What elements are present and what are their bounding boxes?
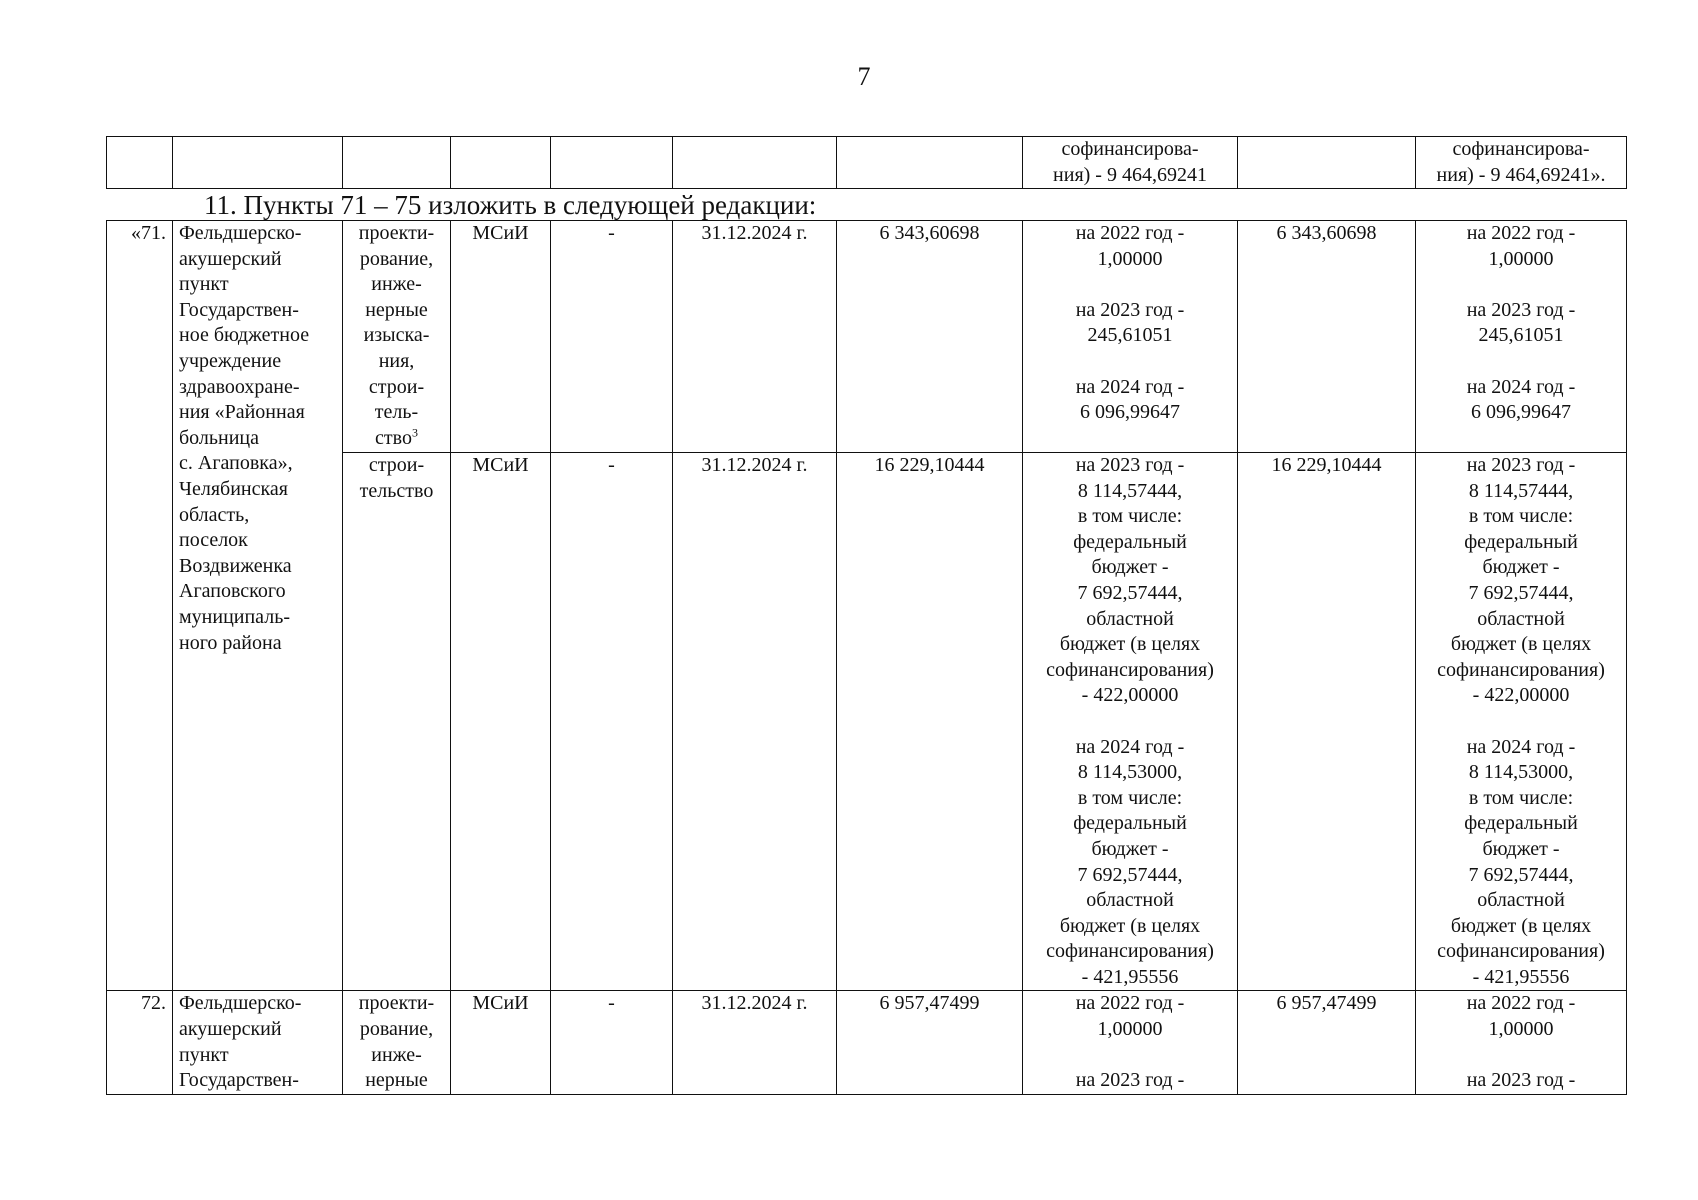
cell-line: 6 096,99647 <box>1471 401 1571 424</box>
cell-line: ное бюджетное <box>179 324 310 347</box>
cell-line: 8 114,57444, <box>1468 479 1574 502</box>
page-number: 7 <box>857 62 871 91</box>
cell-line: область, <box>179 503 250 526</box>
cell-line <box>1422 1043 1620 1069</box>
table-row <box>107 221 1627 453</box>
cell-line: рование, <box>359 1018 434 1041</box>
cell-line: софинансирования) <box>1437 658 1605 681</box>
cell <box>173 137 343 189</box>
customer: МСиИ <box>451 221 551 453</box>
instruction-text: 11. Пункты 71 – 75 изложить в следующей редакции: <box>204 190 817 220</box>
continuation-table <box>106 136 1627 189</box>
dash-cell: - <box>551 221 673 453</box>
cost: 16 229,10444 <box>837 453 1023 991</box>
cell <box>673 137 837 189</box>
cell-line: ство$^3$ <box>375 425 418 449</box>
cell-line: софинансирования) <box>1046 658 1214 681</box>
cell-line: ния, <box>378 349 415 372</box>
cell-line: нерные <box>365 1069 428 1092</box>
cell-line: бюджет - <box>1482 837 1560 860</box>
customer: МСиИ <box>451 991 551 1094</box>
footnote-mark: 3 <box>411 425 418 440</box>
cell-line: - 421,95556 <box>1472 965 1570 988</box>
cell-line: рование, <box>359 247 434 270</box>
cell-line <box>1422 709 1620 735</box>
funding-by-year <box>1023 991 1238 1094</box>
work-type <box>343 991 451 1094</box>
cell-line: 7 692,57444, <box>1077 863 1183 886</box>
cost-total: 6 957,47499 <box>1238 991 1416 1094</box>
cell-line: бюджет (в целях <box>1450 914 1592 937</box>
cell-line: ния) - 9 464,69241 <box>1053 163 1207 186</box>
cell-line: бюджет (в целях <box>1450 633 1592 656</box>
cell-line: 245,61051 <box>1087 324 1173 347</box>
row-number: «71. <box>107 221 173 991</box>
cell-line: на 2023 год - <box>1466 1069 1576 1092</box>
cell-line: областной <box>1477 889 1565 912</box>
cell-line: на 2023 год - <box>1075 1069 1185 1092</box>
cell-line: областной <box>1086 607 1174 630</box>
cell-line: софинансирования) <box>1437 940 1605 963</box>
cell-line: в том числе: <box>1468 786 1574 809</box>
cell-line: нерные <box>365 298 428 321</box>
cell-line: изыска- <box>363 324 430 347</box>
cell-line: тельство <box>359 479 434 502</box>
funding-by-year-total <box>1416 991 1627 1094</box>
cell-line: Агаповского <box>179 580 286 603</box>
deadline: 31.12.2024 г. <box>673 221 837 453</box>
cell-line: на 2024 год - <box>1075 735 1185 758</box>
objects-table <box>106 220 1627 1095</box>
cell <box>1238 137 1416 189</box>
cell <box>343 137 451 189</box>
work-type <box>343 453 451 991</box>
cell-line: на 2024 год - <box>1075 375 1185 398</box>
cell-line <box>1029 709 1231 735</box>
cost: 6 957,47499 <box>837 991 1023 1094</box>
dash-cell: - <box>551 991 673 1094</box>
cell-line: в том числе: <box>1077 786 1183 809</box>
cell-line: ния «Районная <box>179 401 305 424</box>
row-number: 72. <box>107 991 173 1094</box>
cell-line: на 2024 год - <box>1466 735 1576 758</box>
cell-line: софинансирова- <box>1452 138 1590 160</box>
cell <box>551 137 673 189</box>
cell-line <box>1422 272 1620 298</box>
cell-line: бюджет - <box>1091 837 1169 860</box>
cell-line: на 2023 год - <box>1466 298 1576 321</box>
cell-line: на 2022 год - <box>1075 992 1185 1015</box>
cell-line: акушерский <box>179 247 282 270</box>
funding-by-year <box>1023 453 1238 991</box>
cell-line: акушерский <box>179 1018 282 1041</box>
cell-line: Государствен- <box>179 1069 299 1092</box>
cell-line: областной <box>1477 607 1565 630</box>
cell-line: бюджет (в целях <box>1059 633 1201 656</box>
cell-line: инже- <box>371 1043 422 1066</box>
cell-line: 1,00000 <box>1488 247 1554 270</box>
cell-line: Фельдшерско- <box>179 222 302 244</box>
cell-line: 7 692,57444, <box>1468 581 1574 604</box>
funding-by-year-total <box>1416 221 1627 453</box>
cell-line: - 422,00000 <box>1081 684 1179 707</box>
cell-line <box>1422 349 1620 375</box>
cost-total: 6 343,60698 <box>1238 221 1416 453</box>
cell-line: 6 096,99647 <box>1080 401 1180 424</box>
cell-line: федеральный <box>1464 812 1578 835</box>
cell-line: бюджет - <box>1482 556 1560 579</box>
cell-line: 8 114,53000, <box>1077 761 1183 784</box>
cell-line: на 2022 год - <box>1466 992 1576 1015</box>
cell-line: софинансирова- <box>1061 138 1199 160</box>
cell-line: 245,61051 <box>1478 324 1564 347</box>
cell-line: Государствен- <box>179 298 299 321</box>
cell-line: 1,00000 <box>1097 1018 1163 1041</box>
cell-line: 8 114,53000, <box>1468 761 1574 784</box>
cell-line <box>1029 349 1231 375</box>
deadline: 31.12.2024 г. <box>673 991 837 1094</box>
cell <box>107 137 173 189</box>
cell-line: федеральный <box>1073 530 1187 553</box>
cell-line: больница <box>179 426 259 449</box>
cost: 6 343,60698 <box>837 221 1023 453</box>
cell-line <box>1029 1043 1231 1069</box>
cell-line: инже- <box>371 273 422 296</box>
cell-line: ного района <box>179 631 282 654</box>
work-type <box>343 221 451 453</box>
cell-line: на 2022 год - <box>1466 222 1576 244</box>
funding-cell <box>1023 137 1238 189</box>
cell-line: областной <box>1086 889 1174 912</box>
cell-line: муниципаль- <box>179 605 290 628</box>
cell-line: на 2024 год - <box>1466 375 1576 398</box>
object-name <box>173 221 343 991</box>
cell-line: проекти- <box>358 222 435 244</box>
cell-line <box>1029 272 1231 298</box>
cell-line: бюджет (в целях <box>1059 914 1201 937</box>
cell-line: пункт <box>179 273 229 296</box>
cell-line: строи- <box>368 375 425 398</box>
cell-line: бюджет - <box>1091 556 1169 579</box>
cell <box>451 137 551 189</box>
dash-cell: - <box>551 453 673 991</box>
cell-line: Челябинская <box>179 477 289 500</box>
cost-total: 16 229,10444 <box>1238 453 1416 991</box>
funding-cell <box>1416 137 1627 189</box>
cell-line: софинансирования) <box>1046 940 1214 963</box>
cell-line: Фельдшерско- <box>179 992 302 1015</box>
cell-line: проекти- <box>358 992 435 1015</box>
cell-line: в том числе: <box>1077 505 1183 528</box>
cell-line: пункт <box>179 1043 229 1066</box>
continuation-row <box>107 137 1627 189</box>
cell-line: федеральный <box>1464 530 1578 553</box>
cell-line: на 2023 год - <box>1466 454 1576 476</box>
cell-line: на 2022 год - <box>1075 222 1185 244</box>
cell-line: 1,00000 <box>1097 247 1163 270</box>
cell-line: Воздвиженка <box>179 554 292 577</box>
cell-line: на 2023 год - <box>1075 298 1185 321</box>
cell-line: федеральный <box>1073 812 1187 835</box>
cell <box>837 137 1023 189</box>
cell-line: поселок <box>179 529 248 552</box>
cell-line: - 422,00000 <box>1472 684 1570 707</box>
cell-line: 7 692,57444, <box>1077 581 1183 604</box>
cell-line: с. Агаповка», <box>179 452 293 475</box>
cell-line: строи- <box>368 454 425 476</box>
cell-line: здравоохране- <box>179 375 300 398</box>
cell-line: тель- <box>374 401 419 424</box>
cell-line: 1,00000 <box>1488 1018 1554 1041</box>
deadline: 31.12.2024 г. <box>673 453 837 991</box>
cell-line: в том числе: <box>1468 505 1574 528</box>
cell-line: - 421,95556 <box>1081 965 1179 988</box>
funding-by-year-total <box>1416 453 1627 991</box>
cell-line: ния) - 9 464,69241». <box>1436 163 1606 186</box>
funding-by-year <box>1023 221 1238 453</box>
object-name <box>173 991 343 1094</box>
customer: МСиИ <box>451 453 551 991</box>
cell-line: 8 114,57444, <box>1077 479 1183 502</box>
table-row <box>107 991 1627 1094</box>
cell-line: 7 692,57444, <box>1468 863 1574 886</box>
cell-line: учреждение <box>179 349 282 372</box>
cell-line: на 2023 год - <box>1075 454 1185 476</box>
